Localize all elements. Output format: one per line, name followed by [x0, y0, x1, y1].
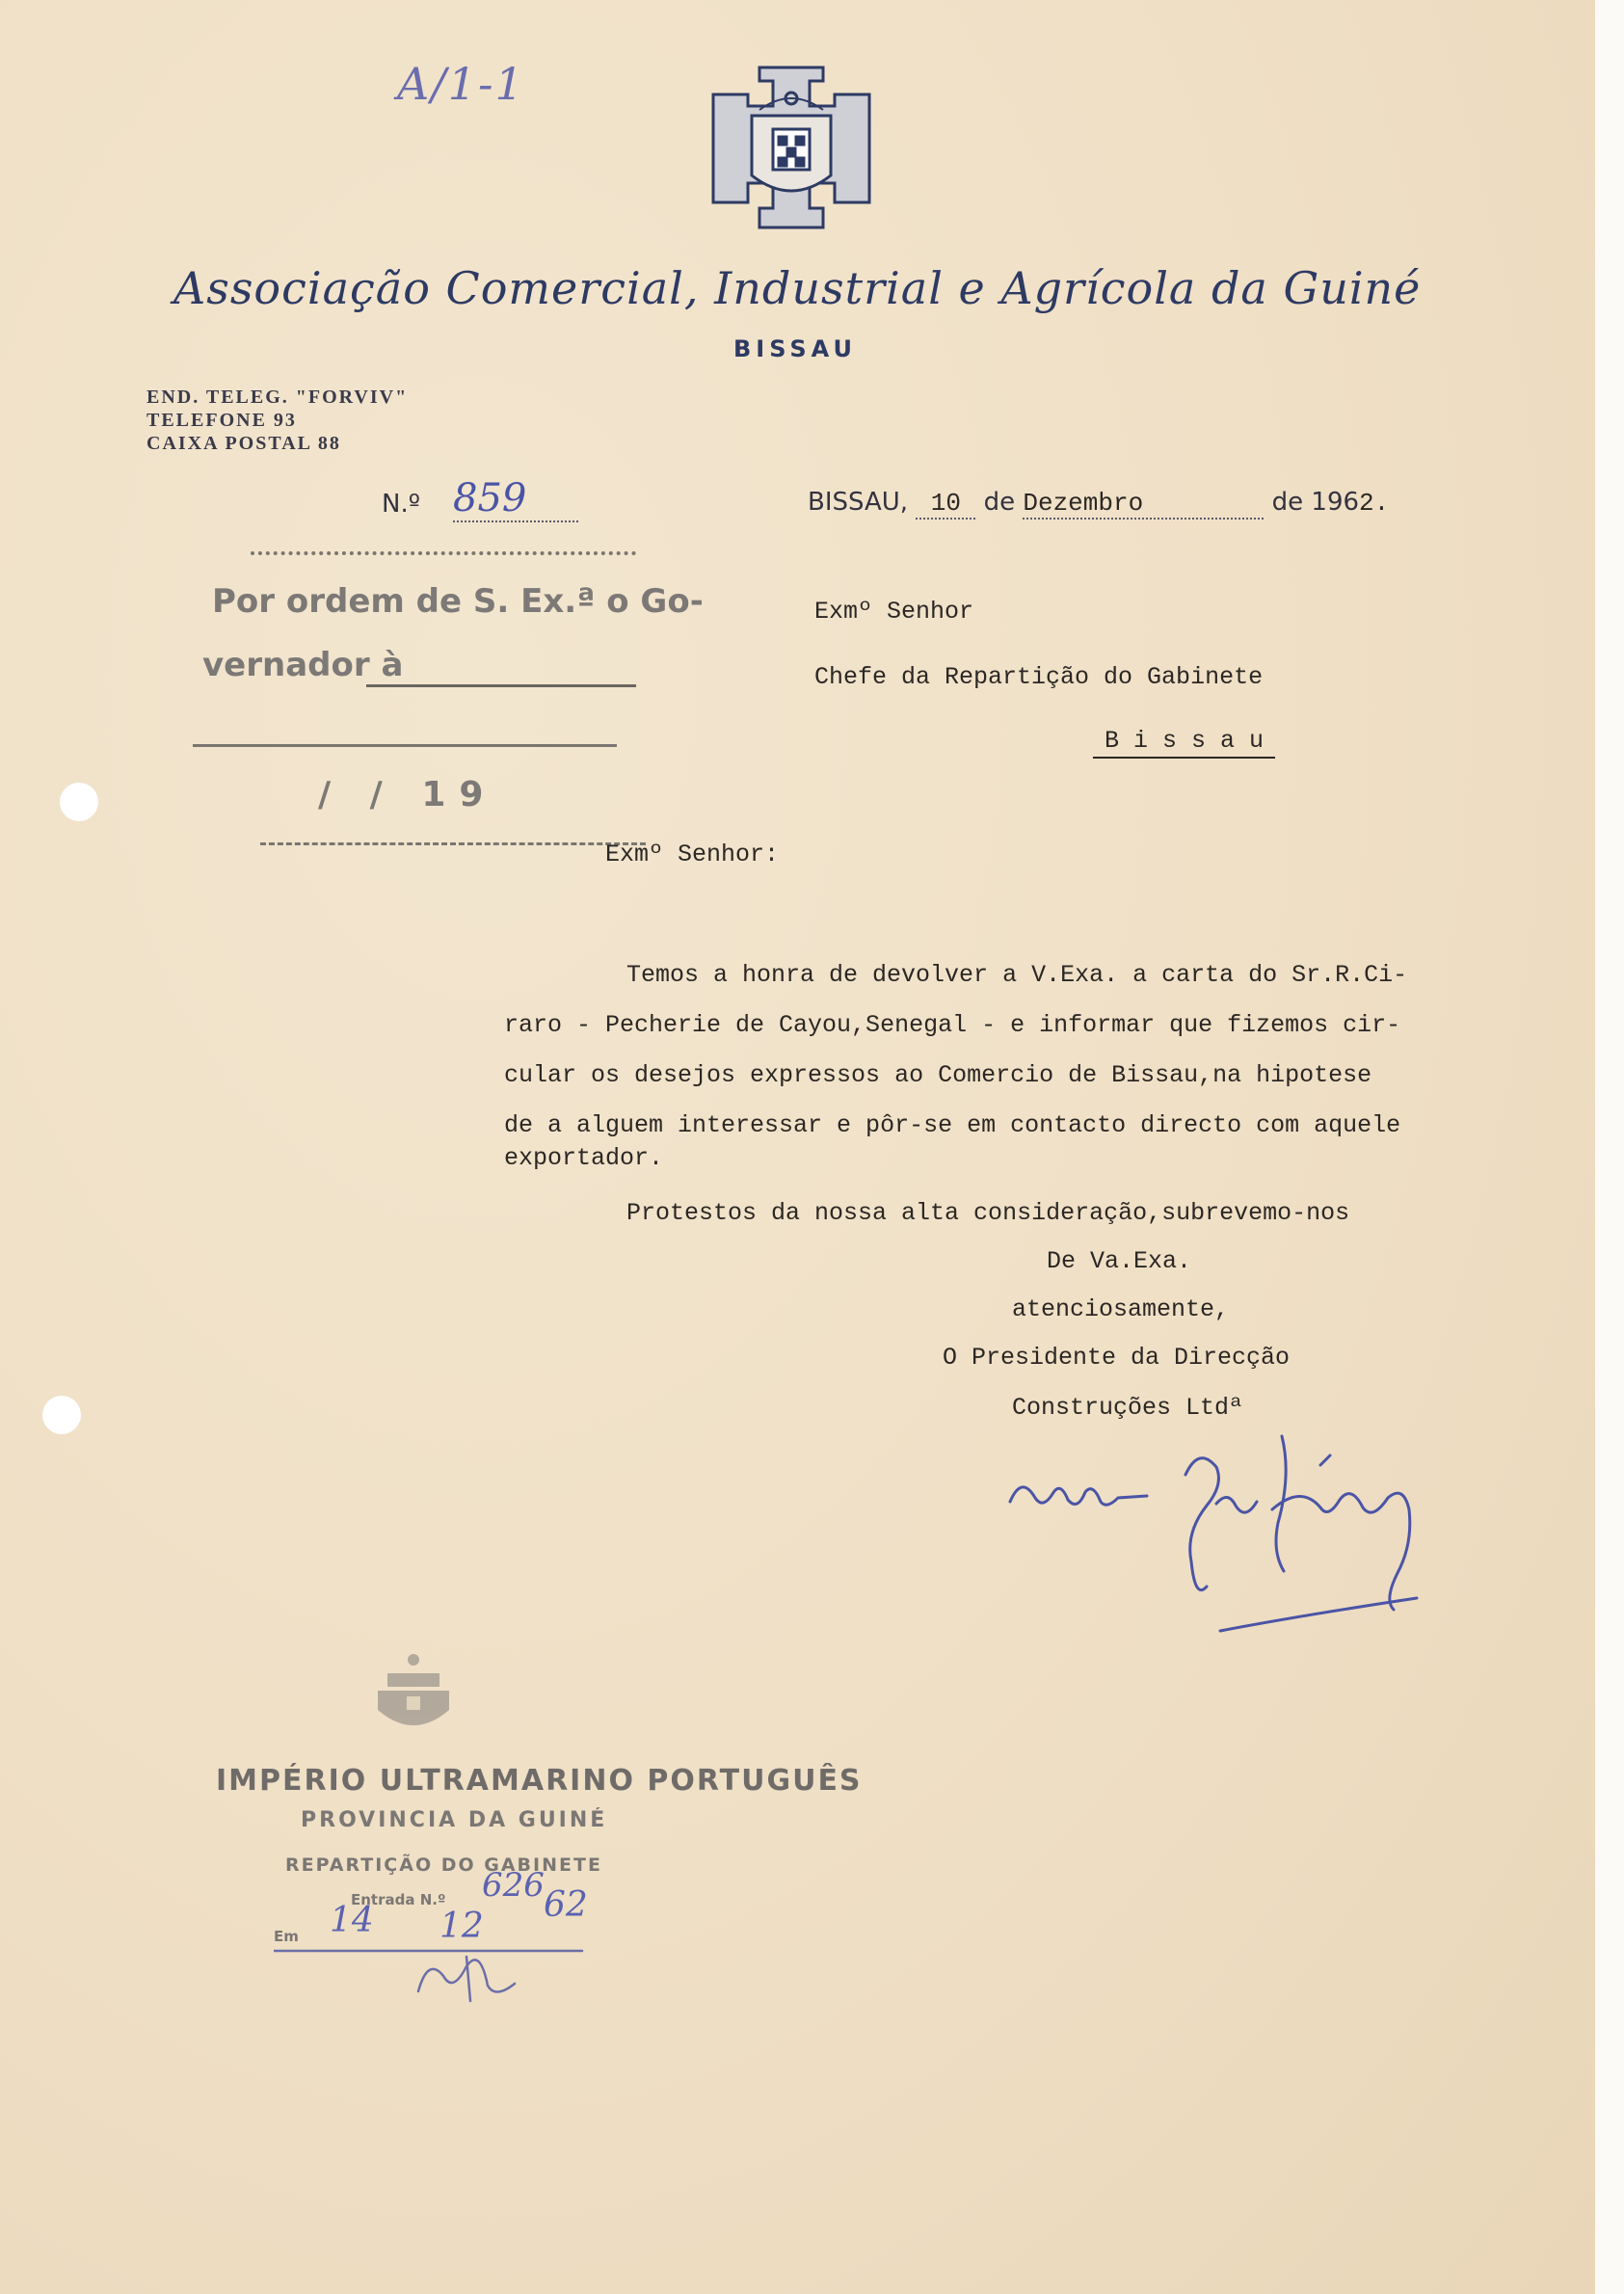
phone-number: TELEFONE 93: [146, 410, 297, 431]
stamp-rule-2: [366, 684, 636, 687]
coat-of-arms-emblem: [702, 62, 881, 235]
greeting: Exmº Senhor:: [605, 840, 780, 868]
date-month: Dezembro: [1023, 489, 1264, 520]
stamp-empire: IMPÉRIO ULTRAMARINO PORTUGUÊS: [216, 1764, 863, 1798]
date-day: 10: [916, 489, 975, 520]
stamp-date-month: 12: [439, 1907, 484, 1946]
body-line-2: raro - Pecherie de Cayou,Senegal - e informar que fizemos cir-: [504, 1011, 1401, 1039]
number-label: N.º: [382, 490, 420, 519]
date-line: [808, 488, 1389, 520]
closing-line-3: atenciosamente,: [1012, 1295, 1230, 1323]
body-line-1: Temos a honra de devolver a V.Exa. a carta do Sr.R.Ci-: [626, 961, 1408, 989]
closing-line-2: De Va.Exa.: [1047, 1247, 1192, 1275]
stamp-line-2: vernador à: [202, 646, 404, 684]
telegraph-address: END. TELEG. "FORVIV": [146, 387, 409, 408]
stamp-department: REPARTIÇÃO DO GABINETE: [285, 1854, 602, 1876]
date-de-1: de: [983, 488, 1016, 517]
closing-line-5: Construções Ltdª: [1012, 1394, 1244, 1422]
archive-reference: A/1-1: [397, 58, 525, 110]
date-city: BISSAU,: [808, 488, 909, 517]
postal-box: CAIXA POSTAL 88: [146, 433, 341, 454]
recipient-place: B i s s a u: [1093, 727, 1275, 759]
stamp-date-year: 62: [544, 1885, 588, 1925]
stamp-line-1: Por ordem de S. Ex.ª o Go-: [212, 582, 704, 621]
stamp-initials: [274, 1937, 601, 2005]
stamp-top-rule: [251, 551, 636, 555]
stamp-crest: [360, 1648, 466, 1745]
recipient-salutation: Exmº Senhor: [814, 598, 974, 626]
date-de-2: de 196: [1271, 488, 1360, 517]
punch-hole-bottom: [42, 1396, 81, 1434]
stamp-entry-label: Entrada N.º: [351, 1891, 446, 1908]
organization-name: Associação Comercial, Industrial e Agrícola da Guiné: [173, 262, 1422, 314]
body-line-4: de a alguem interessar e pôr-se em contacto directo com aquele: [504, 1111, 1401, 1139]
letterhead-city: BISSAU: [732, 335, 858, 362]
body-line-5: exportador.: [504, 1144, 664, 1172]
stamp-date-label: Em: [274, 1928, 299, 1945]
letterhead-contacts: [146, 386, 408, 455]
punch-hole-top: [60, 783, 98, 821]
entry-stamp: [216, 1648, 863, 2005]
date-year-digit: 2.: [1359, 489, 1390, 518]
stamp-province: PROVINCIA DA GUINÉ: [301, 1808, 608, 1832]
letter-body: [504, 950, 1593, 1184]
closing-line-1: Protestos da nossa alta consideração,subrevemo-nos: [626, 1199, 1350, 1227]
body-line-3: cular os desejos expressos ao Comercio de Bissau,na hipotese: [504, 1061, 1372, 1089]
page-edge: [1595, 0, 1624, 2294]
signature: [993, 1417, 1475, 1639]
stamp-date-day: 14: [330, 1901, 374, 1940]
letter-number: 859: [453, 476, 578, 522]
recipient-title: Chefe da Repartição do Gabinete: [814, 663, 1264, 691]
dispatch-stamp: [193, 551, 704, 860]
stamp-line-3: / / 19: [318, 775, 497, 814]
stamp-entry-number: 626: [482, 1866, 545, 1905]
closing-line-4: O Presidente da Direcção: [943, 1344, 1291, 1372]
stamp-rule-3: [193, 744, 617, 747]
stamp-bottom-rule: [260, 842, 646, 845]
